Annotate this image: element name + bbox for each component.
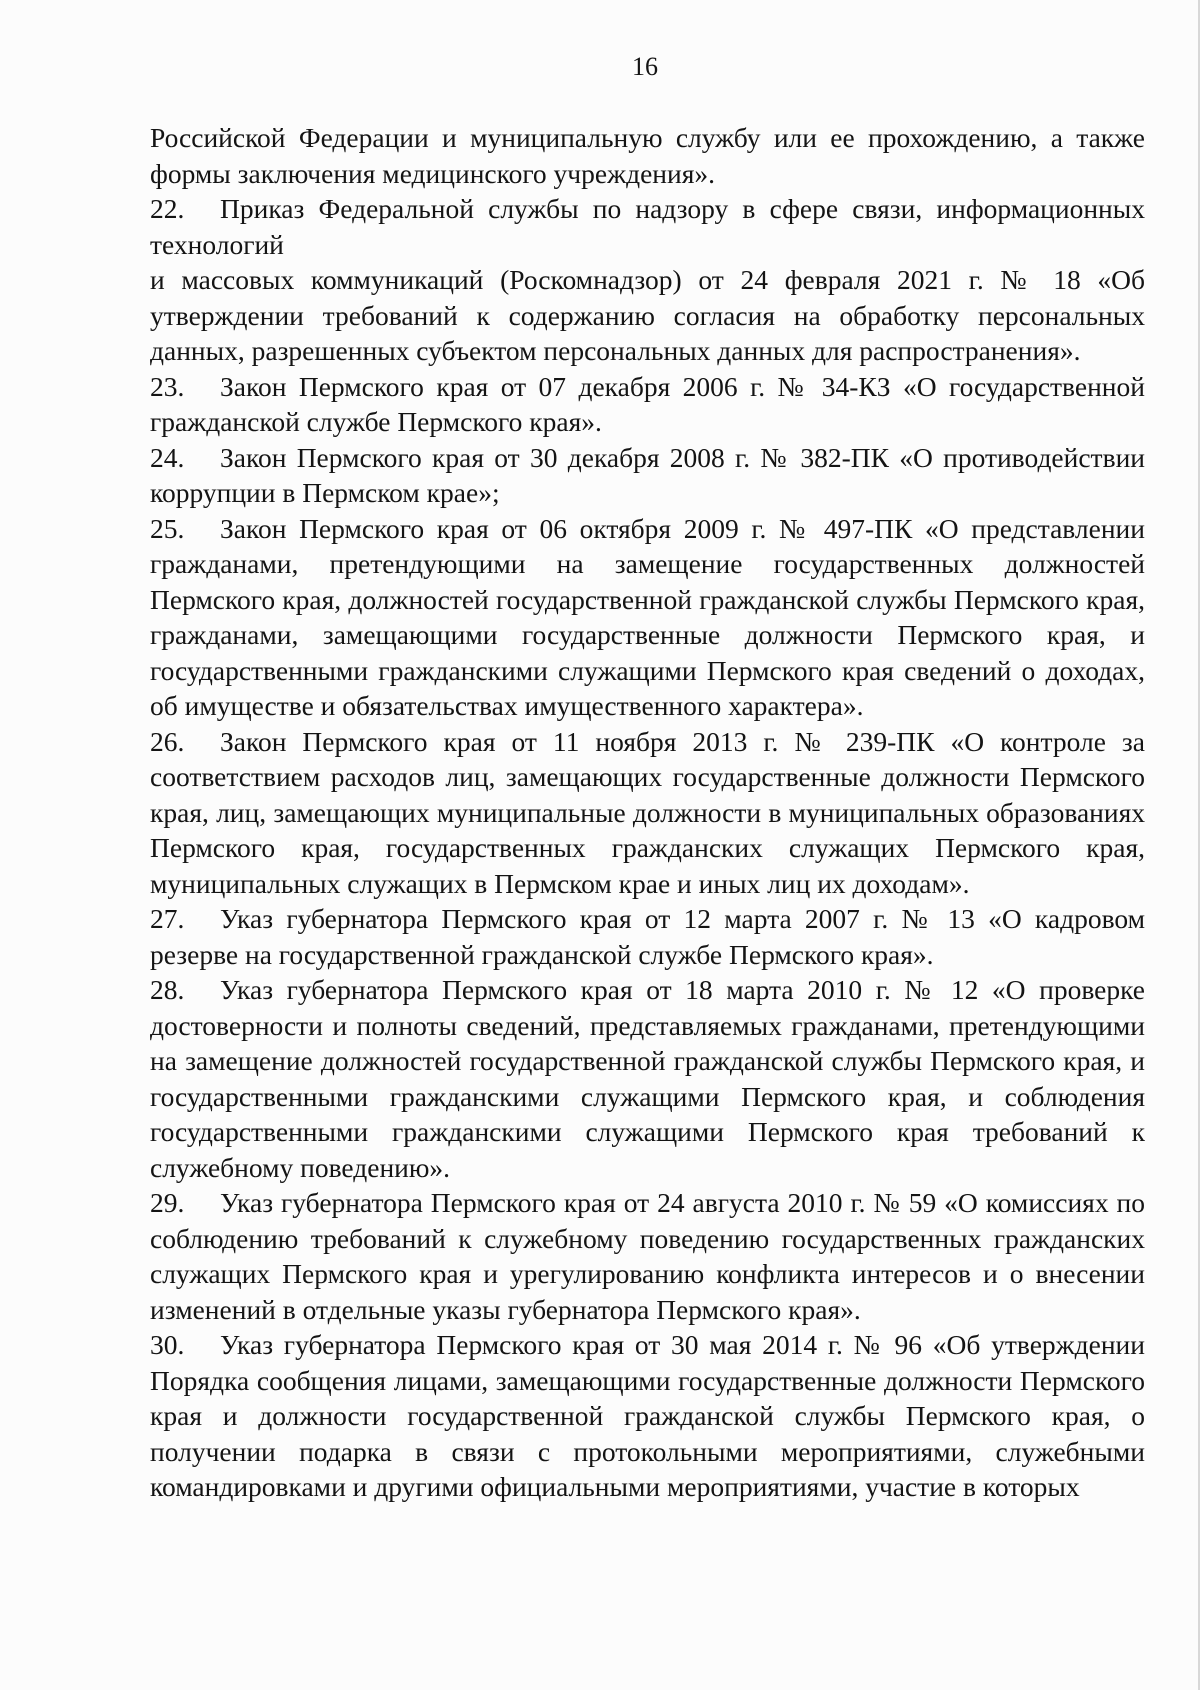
- list-item-number: 22.: [150, 193, 185, 224]
- list-item-30: [150, 1327, 1145, 1505]
- list-item-number: 27.: [150, 903, 185, 934]
- list-item-number: 28.: [150, 974, 185, 1005]
- list-item-22: [150, 191, 1145, 262]
- list-item-text: Закон Пермского края от 11 ноября 2013 г. № 239-ПК «О контроле за соответствием расходов лиц, замещающих государственные должности Пермского края, лиц, замещающих муниципальные должности в муниципальных образованиях Пермского края, государственных гражданских служащих Пермского края, муниципальных служащих в Пермском крае и иных лиц их доходам».: [150, 725, 1145, 899]
- list-item-text: Указ губернатора Пермского края от 12 марта 2007 г. № 13 «О кадровом резерве на государственной гражданской службе Пермского края».: [150, 903, 1145, 970]
- list-item-29: [150, 1185, 1145, 1327]
- list-item-number: 26.: [150, 725, 185, 757]
- list-item-text: Закон Пермского края от 06 октября 2009 г. № 497-ПК «О представлении гражданами, претендующими на замещение государственных должностей Пермского края, должностей государственной гражданской службы Пермского края, гражданами, замещающими государственные должности Пермского края, и государственными гражданскими служащими Пермского края сведений о доходах, об имуществе и обязательствах имущественного характера».: [150, 512, 1145, 721]
- list-item-text: Указ губернатора Пермского края от 24 августа 2010 г. № 59 «О комиссиях по соблюдению требований к служебному поведению государственных гражданских служащих Пермского края и урегулированию конфликта интересов и о внесении изменений в отдельные указы губернатора Пермского края».: [150, 1187, 1145, 1325]
- lead-paragraph: Российской Федерации и муниципальную службу или ее прохождению, а также формы заключения медицинского учреждения».: [150, 122, 1145, 189]
- list-item-text: Закон Пермского края от 07 декабря 2006 г. № 34-КЗ «О государственной гражданской службе Пермского края».: [150, 370, 1145, 437]
- list-item-number: 25.: [150, 512, 185, 544]
- list-item-23: [150, 369, 1145, 440]
- list-item-26: [150, 724, 1145, 902]
- document-body: [150, 120, 1145, 1505]
- list-item-number: 23.: [150, 370, 185, 402]
- list-item-22-continuation: и массовых коммуникаций (Роскомнадзор) от 24 февраля 2021 г. № 18 «Об утверждении требований к содержанию согласия на обработку персональных данных, разрешенных субъектом персональных данных для распространения».: [150, 264, 1145, 366]
- list-item-text: Приказ Федеральной службы по надзору в сфере связи, информационных технологий: [150, 193, 1145, 260]
- list-item-number: 24.: [150, 441, 185, 473]
- list-item-text: Указ губернатора Пермского края от 30 мая 2014 г. № 96 «Об утверждении Порядка сообщения лицами, замещающими государственные должности Пермского края и должности государственной гражданской службы Пермского края, о получении подарка в связи с протокольными мероприятиями, служебными командировками и другими официальными мероприятиями, участие в которых: [150, 1329, 1145, 1502]
- list-item-24: [150, 440, 1145, 511]
- list-item-25: [150, 511, 1145, 724]
- list-item-text: Закон Пермского края от 30 декабря 2008 г. № 382-ПК «О противодействии коррупции в Пермском крае»;: [150, 441, 1145, 508]
- page-number: 16: [632, 52, 658, 81]
- list-item-number: 30.: [150, 1329, 185, 1360]
- list-item-text: Указ губернатора Пермского края от 18 марта 2010 г. № 12 «О проверке достоверности и полноты сведений, представляемых гражданами, претендующими на замещение должностей государственной гражданской службы Пермского края, и государственными гражданскими служащими Пермского края, и соблюдения государственными гражданскими служащими Пермского края требований к служебному поведению».: [150, 974, 1145, 1183]
- list-item-27: [150, 901, 1145, 972]
- list-item-28: [150, 972, 1145, 1185]
- list-item-number: 29.: [150, 1187, 185, 1218]
